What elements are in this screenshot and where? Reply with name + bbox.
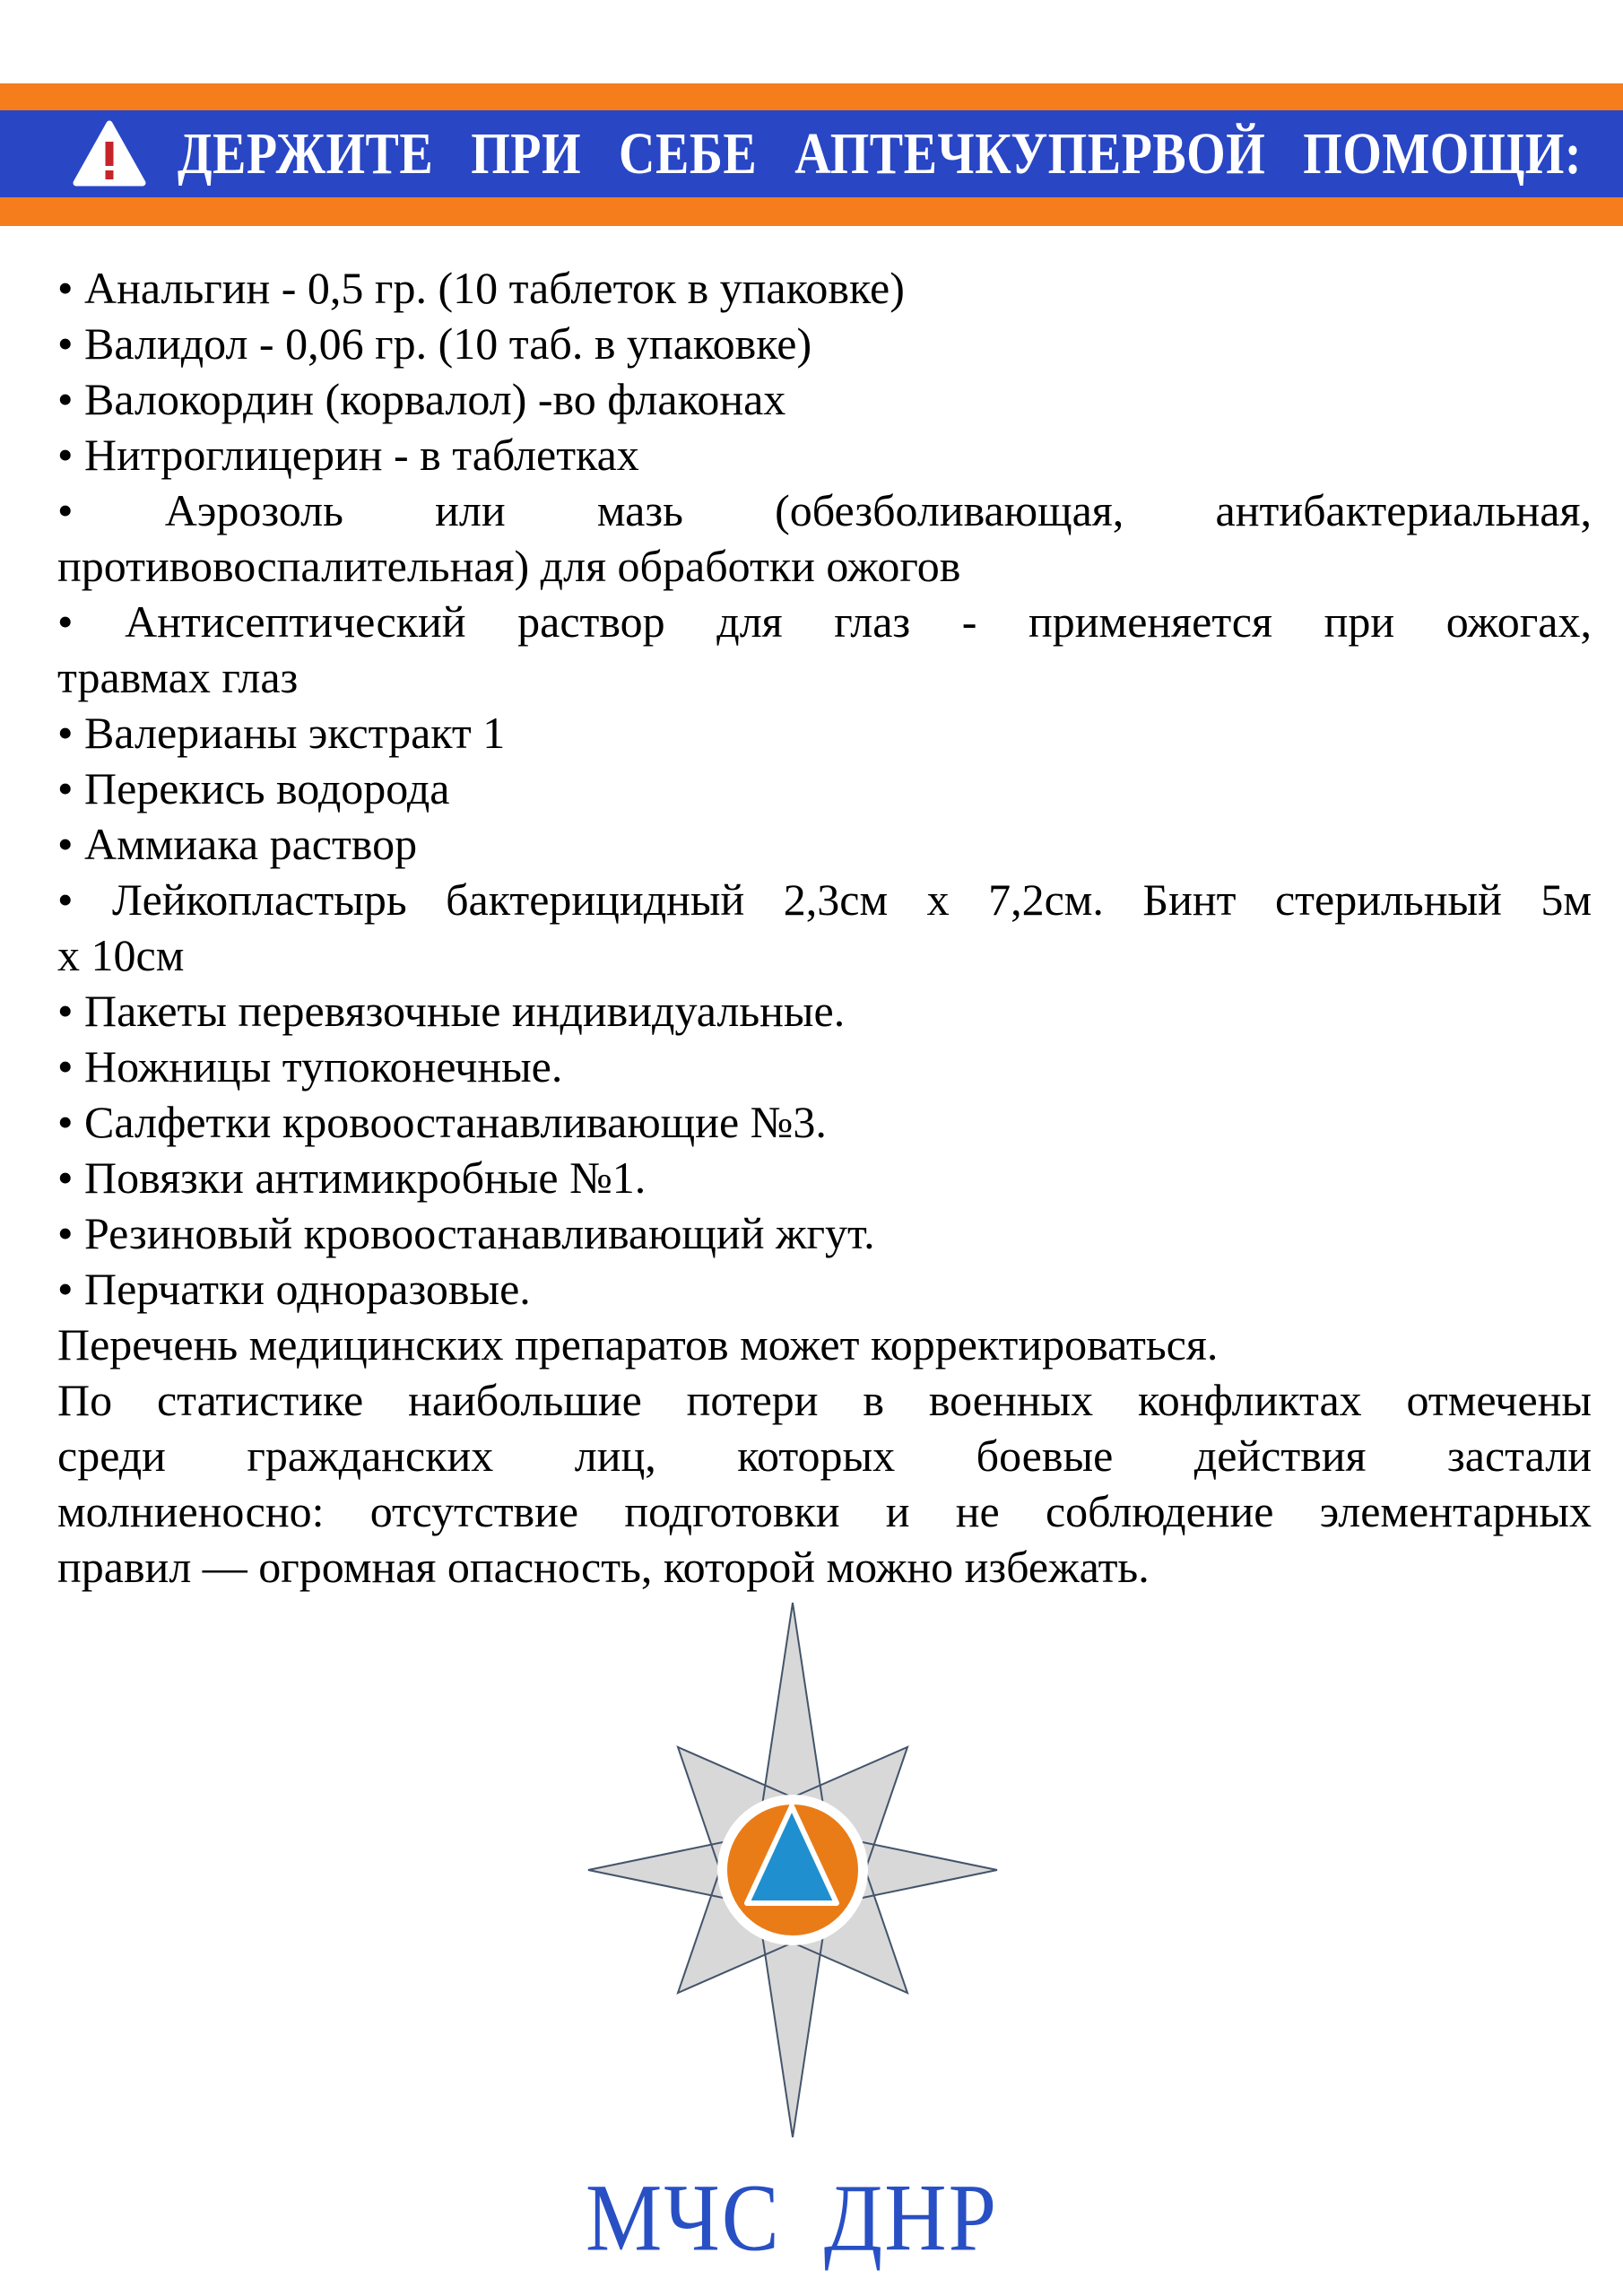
first-aid-list	[0, 226, 1623, 1595]
orange-bar-bottom	[0, 197, 1623, 226]
body-line: • Ножницы тупоконечные.	[57, 1041, 563, 1091]
orange-bar-top	[0, 83, 1623, 110]
body-line: • Аэрозоль или мазь (обезболивающая, антибактериальная,	[57, 485, 1592, 535]
body-line: • Нитроглицерин - в таблетках	[57, 430, 639, 480]
header-band	[0, 110, 1623, 197]
body-line: • Перчатки одноразовые.	[57, 1264, 531, 1314]
body-line: • Лейкопластырь бактерицидный 2,3см х 7,2см. Бинт стерильный 5м	[57, 874, 1592, 925]
body-line: • Пакеты перевязочные индивидуальные.	[57, 986, 846, 1036]
body-line: среди гражданских лиц, которых боевые действия застали	[57, 1431, 1592, 1481]
warning-triangle-exclamation-icon	[72, 120, 147, 188]
body-line: • Повязки антимикробные №1.	[57, 1152, 647, 1203]
body-line: Перечень медицинских препаратов может корректироваться.	[57, 1319, 1219, 1370]
body-line: • Салфетки кровоостанавливающие №3.	[57, 1097, 827, 1147]
body-line: По статистике наибольшие потери в военных конфликтах отмечены	[57, 1375, 1592, 1425]
body-line: • Перекись водорода	[57, 763, 450, 813]
body-line: х 10см	[57, 930, 185, 980]
body-line: правил — огромная опасность, которой можно избежать.	[57, 1542, 1150, 1592]
body-line: травмах глаз	[57, 652, 299, 702]
page-title: ДЕРЖИТЕ ПРИ СЕБЕ АПТЕЧКУПЕРВОЙ ПОМОЩИ:	[178, 120, 1582, 187]
mchs-emblem	[587, 1602, 998, 2138]
body-line: • Аммиака раствор	[57, 819, 418, 869]
body-line: • Валерианы экстракт 1	[57, 708, 506, 758]
body-line: молниеносно: отсутствие подготовки и не соблюдение элементарных	[57, 1486, 1592, 1536]
body-line: • Резиновый кровоостанавливающий жгут.	[57, 1208, 875, 1258]
body-line: • Анальгин - 0,5 гр. (10 таблеток в упаковке)	[57, 263, 905, 313]
page-top-margin	[0, 0, 1623, 83]
body-line: • Валокордин (корвалол) -во флаконах	[57, 374, 786, 424]
civil-defense-star-icon	[587, 1602, 998, 2138]
body-line: • Валидол - 0,06 гр. (10 таб. в упаковке)	[57, 318, 812, 369]
org-name: МЧС ДНР	[586, 2163, 998, 2272]
body-line: противовоспалительная) для обработки ожогов	[57, 541, 961, 591]
body-line: • Антисептический раствор для глаз - применяется при ожогах,	[57, 596, 1592, 647]
